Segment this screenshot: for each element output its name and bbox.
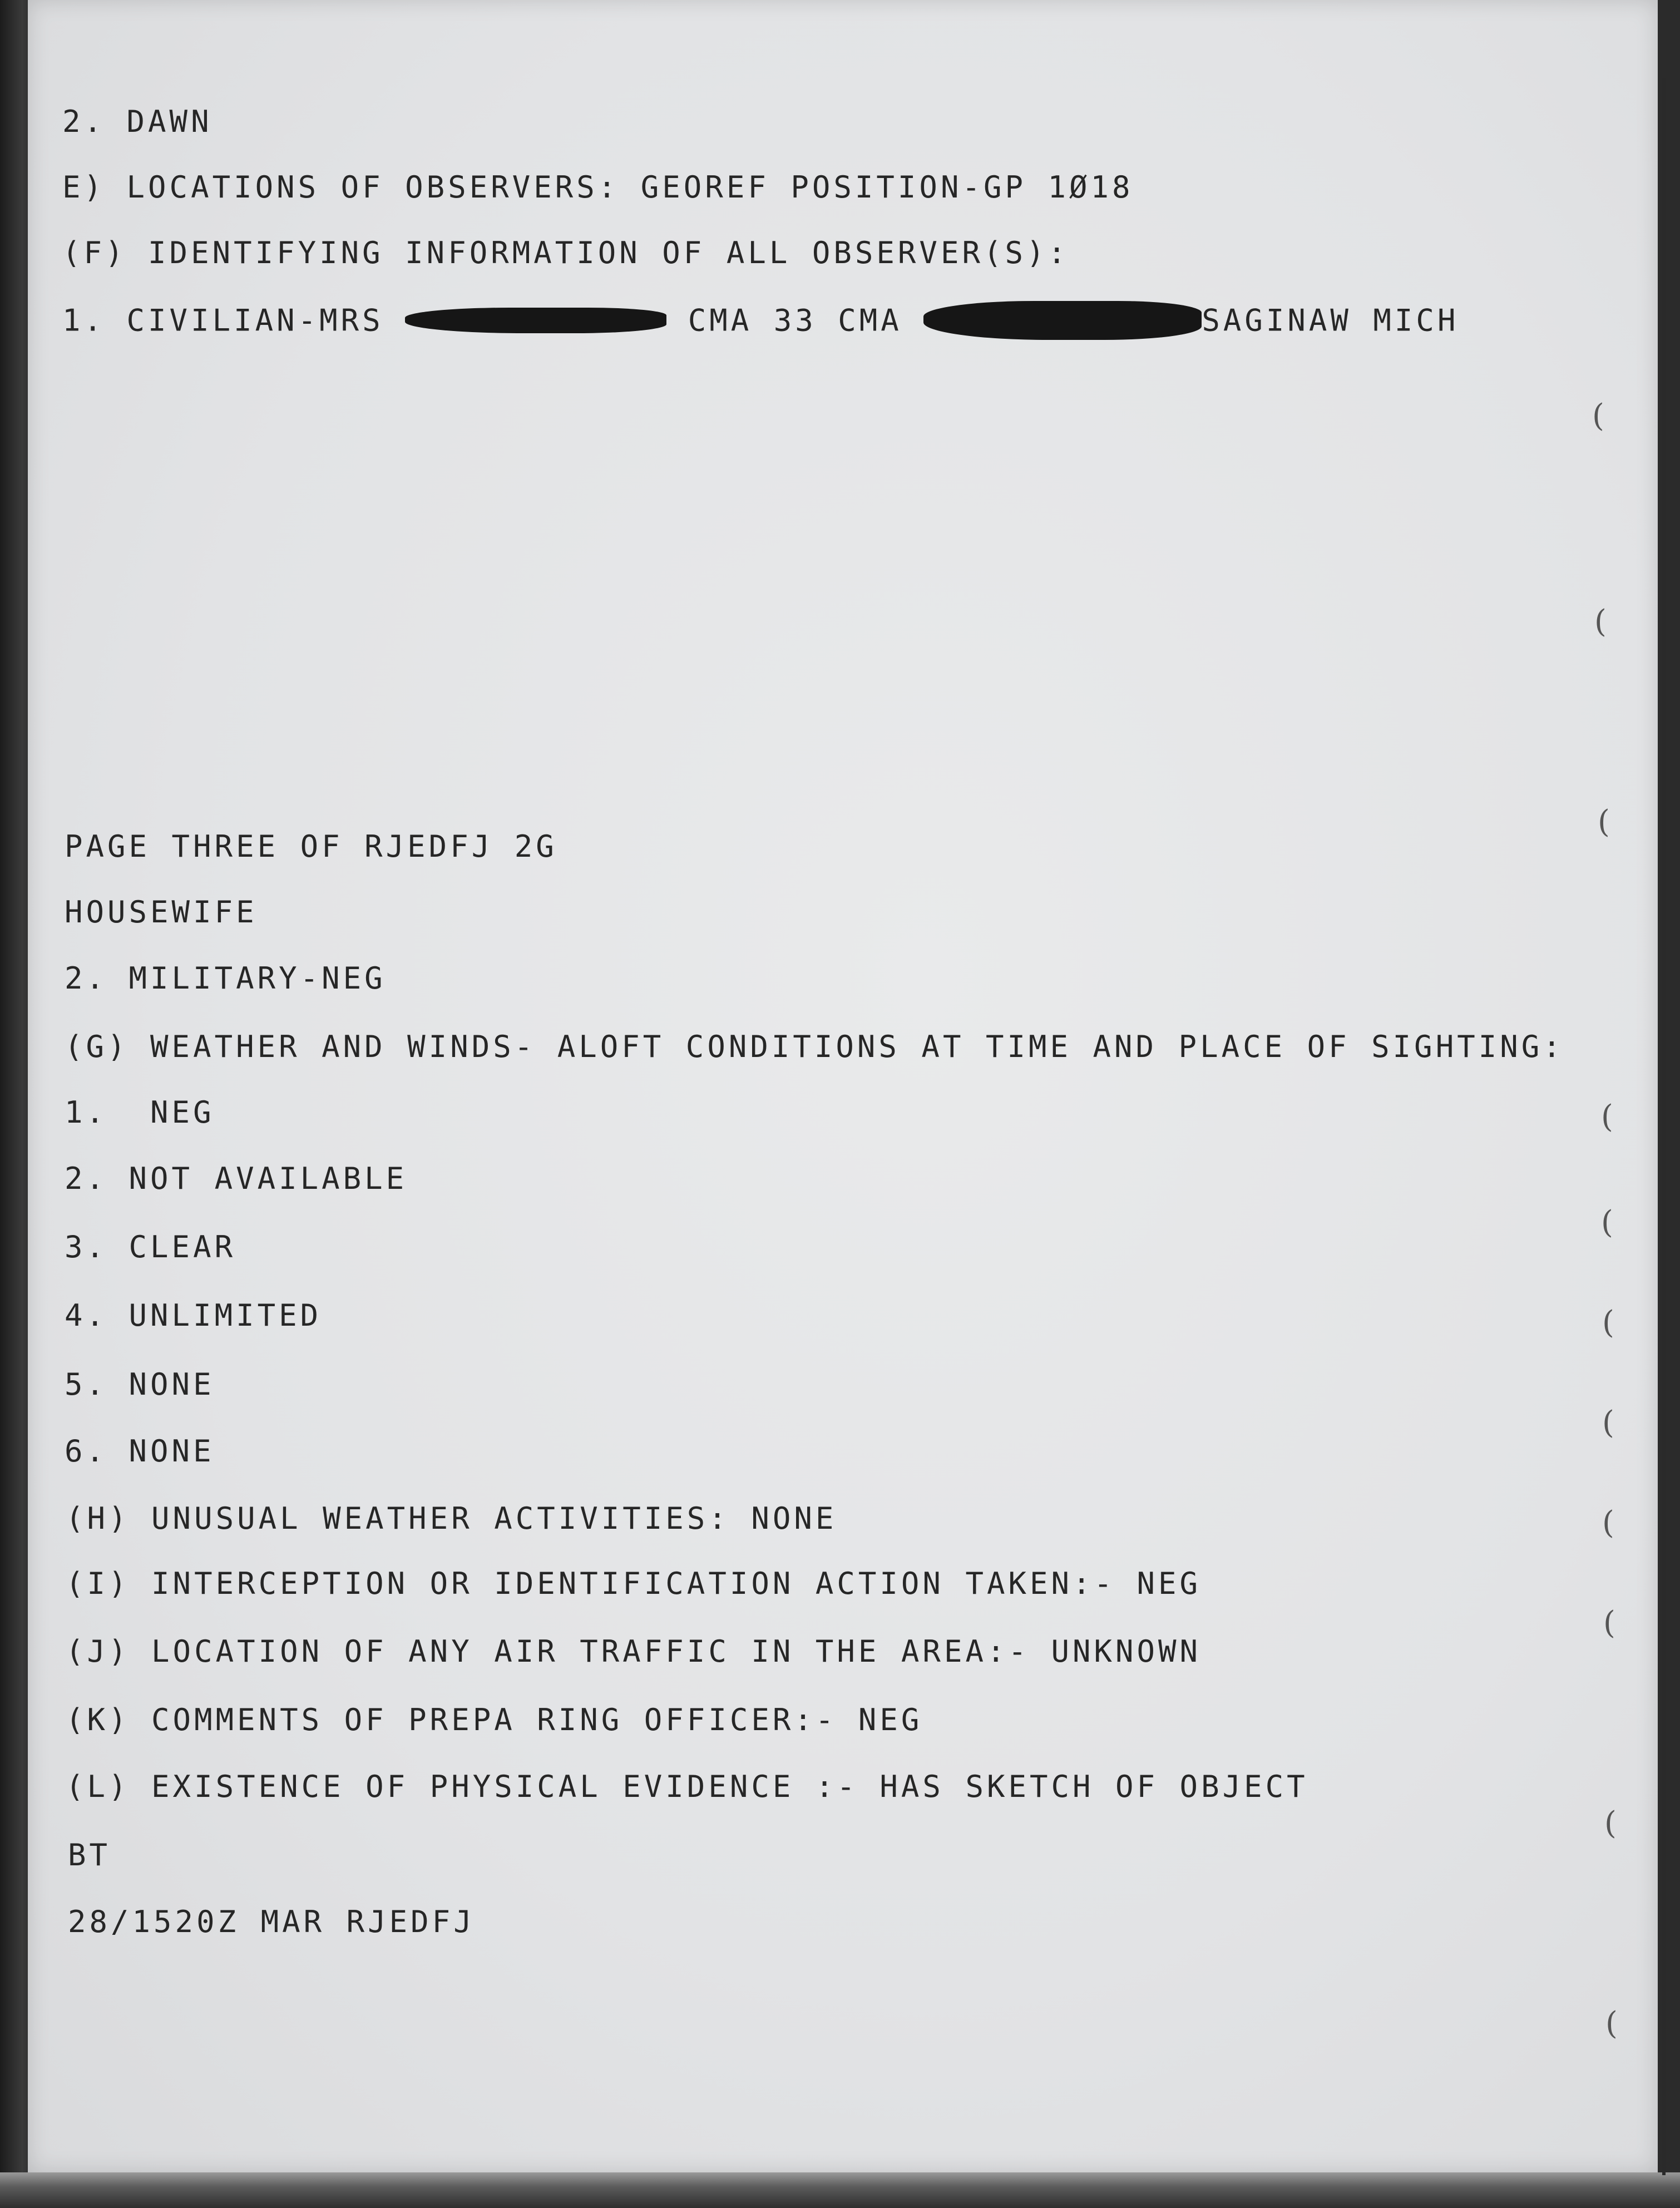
line-civilian-observer: [62, 303, 1459, 342]
right-margin-rule: [1662, 78, 1666, 2175]
margin-mark: (: [1601, 1099, 1613, 1135]
line-identifying-information: (F) IDENTIFYING INFORMATION OF ALL OBSERVER(S):: [62, 235, 1070, 270]
margin-mark: (: [1602, 1305, 1614, 1341]
margin-mark: (: [1603, 1605, 1615, 1641]
line-interception: (I) INTERCEPTION OR IDENTIFICATION ACTION TAKEN:- NEG: [66, 1566, 1202, 1601]
margin-mark: (: [1598, 804, 1610, 840]
margin-mark: (: [1601, 1204, 1613, 1241]
line-air-traffic: (J) LOCATION OF ANY AIR TRAFFIC IN THE AREA:- UNKNOWN: [66, 1634, 1202, 1669]
page-header: PAGE THREE OF RJEDFJ 2G: [65, 829, 557, 864]
line-date-time-group: 28/1520Z MAR RJEDFJ: [68, 1904, 475, 1939]
cma-33-text: CMA 33 CMA: [688, 303, 902, 338]
line-housewife: HOUSEWIFE: [65, 895, 258, 930]
margin-mark: (: [1592, 398, 1604, 434]
line-weather-5: 5. NONE: [65, 1367, 215, 1402]
line-weather-4: 4. UNLIMITED: [65, 1298, 322, 1333]
margin-mark: (: [1594, 604, 1607, 640]
redaction-mark: [923, 301, 1202, 340]
saginaw-text: SAGINAW MICH: [1202, 303, 1459, 338]
margin-mark: (: [1604, 1805, 1617, 1841]
margin-mark: (: [1602, 1505, 1614, 1541]
margin-mark: (: [1605, 2006, 1618, 2042]
line-locations-of-observers: E) LOCATIONS OF OBSERVERS: GEOREF POSITION-GP 1Ø18: [62, 170, 1134, 205]
line-weather-6: 6. NONE: [65, 1434, 215, 1469]
margin-mark: (: [1602, 1405, 1614, 1441]
redaction-mark: [405, 308, 666, 333]
page-bottom-edge: [0, 2172, 1680, 2208]
line-military: 2. MILITARY-NEG: [65, 961, 386, 996]
line-weather-2: 2. NOT AVAILABLE: [65, 1161, 408, 1196]
line-weather-and-winds: (G) WEATHER AND WINDS- ALOFT CONDITIONS AT TIME AND PLACE OF SIGHTING:: [65, 1029, 1564, 1064]
line-dawn: 2. DAWN: [62, 104, 213, 139]
line-weather-3: 3. CLEAR: [65, 1229, 236, 1264]
civilian-label: 1. CIVILIAN-MRS: [62, 303, 384, 338]
line-physical-evidence: (L) EXISTENCE OF PHYSICAL EVIDENCE :- HAS SKETCH OF OBJECT: [66, 1769, 1308, 1804]
line-weather-1: 1. NEG: [65, 1095, 215, 1130]
line-bt: BT: [68, 1837, 111, 1873]
line-unusual-weather: (H) UNUSUAL WEATHER ACTIVITIES: NONE: [66, 1501, 837, 1536]
line-comments-officer: (K) COMMENTS OF PREPA RING OFFICER:- NEG: [66, 1702, 923, 1737]
